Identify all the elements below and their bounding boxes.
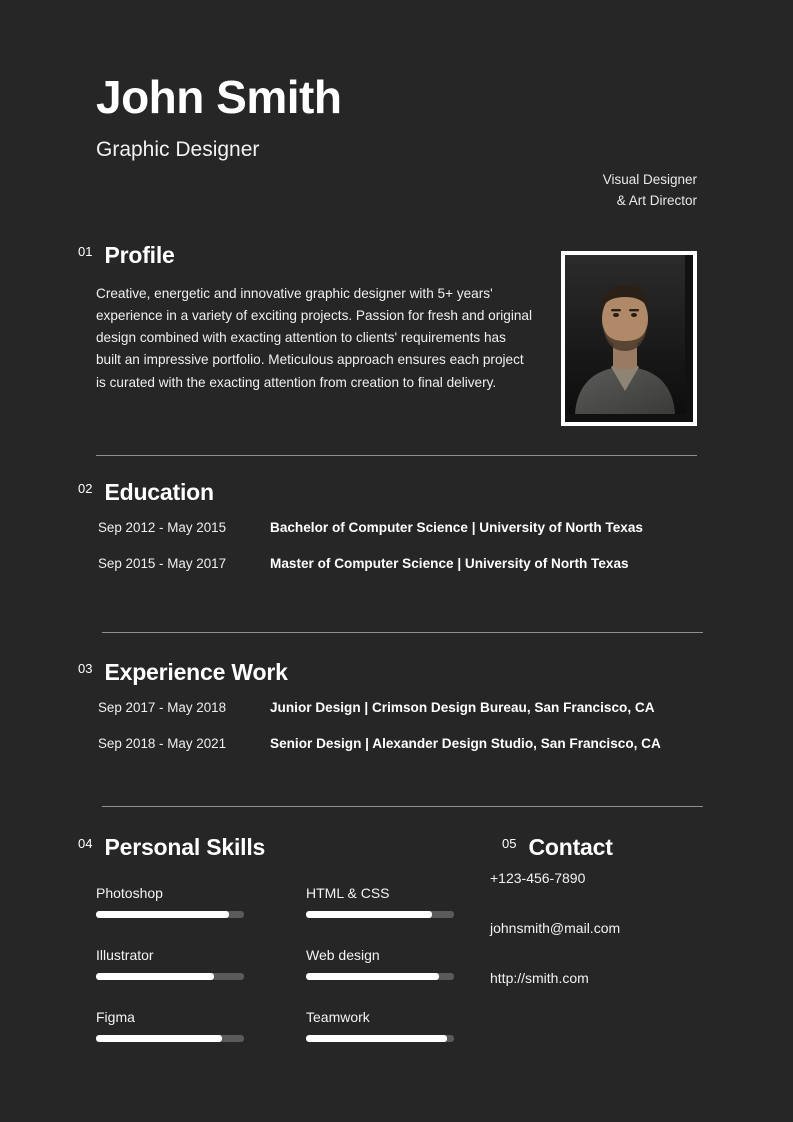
skill-bar bbox=[96, 973, 244, 980]
skill-bar-fill bbox=[96, 973, 214, 980]
experience-section-number: 03 bbox=[78, 661, 93, 676]
experience-detail: Junior Design | Crimson Design Bureau, San Francisco, CA bbox=[270, 700, 655, 715]
education-detail: Master of Computer Science | University of North Texas bbox=[270, 556, 629, 571]
tagline-line-1: Visual Designer bbox=[602, 172, 697, 187]
skill-bar-fill bbox=[96, 911, 229, 918]
skills-column-right bbox=[306, 885, 516, 1071]
divider-after-profile bbox=[96, 455, 697, 456]
education-rows bbox=[96, 520, 697, 571]
skill-bar-fill bbox=[306, 1035, 447, 1042]
avatar bbox=[561, 251, 697, 426]
contact-website[interactable]: http://smith.com bbox=[490, 970, 589, 986]
header bbox=[96, 71, 697, 214]
skills-columns bbox=[96, 870, 697, 1071]
contact-phone[interactable]: +123-456-7890 bbox=[490, 870, 586, 886]
divider-after-education bbox=[102, 632, 703, 633]
skill-item bbox=[306, 885, 516, 918]
experience-rows bbox=[96, 700, 697, 751]
experience-date: Sep 2018 - May 2021 bbox=[98, 736, 227, 751]
experience-section-title: Experience Work bbox=[104, 659, 288, 685]
skills-section-number: 04 bbox=[78, 836, 93, 851]
skill-bar-fill bbox=[306, 973, 439, 980]
skill-label: Teamwork bbox=[306, 1009, 370, 1025]
skill-item bbox=[96, 1009, 306, 1042]
page-title: John Smith bbox=[96, 71, 342, 123]
education-detail: Bachelor of Computer Science | University of North Texas bbox=[270, 520, 643, 535]
job-role: Graphic Designer bbox=[96, 138, 260, 161]
skill-label: Illustrator bbox=[96, 947, 154, 963]
contact-list bbox=[487, 870, 697, 986]
skill-label: Photoshop bbox=[96, 885, 163, 901]
portrait-photo-icon bbox=[565, 255, 685, 414]
divider-after-experience bbox=[102, 806, 703, 807]
skill-bar-fill bbox=[306, 911, 432, 918]
list-item bbox=[96, 520, 697, 535]
skill-bar-fill bbox=[96, 1035, 222, 1042]
section-education bbox=[78, 479, 697, 592]
education-date: Sep 2012 - May 2015 bbox=[98, 520, 227, 535]
skill-bar bbox=[306, 911, 454, 918]
profile-section-title: Profile bbox=[104, 242, 175, 268]
contact-section-number: 05 bbox=[502, 836, 517, 851]
section-profile bbox=[78, 242, 697, 394]
education-section-number: 02 bbox=[78, 481, 93, 496]
contact-email[interactable]: johnsmith@mail.com bbox=[490, 920, 621, 936]
contact-section-title: Contact bbox=[528, 834, 613, 860]
experience-heading bbox=[78, 659, 697, 686]
skill-label: Figma bbox=[96, 1009, 135, 1025]
skill-label: Web design bbox=[306, 947, 380, 963]
skills-section-title: Personal Skills bbox=[104, 834, 266, 860]
header-tagline bbox=[603, 170, 697, 212]
skill-label: HTML & CSS bbox=[306, 885, 390, 901]
skills-heading bbox=[78, 834, 520, 861]
skill-item bbox=[306, 1009, 516, 1042]
profile-section-number: 01 bbox=[78, 244, 93, 259]
resume-content bbox=[78, 0, 697, 1122]
skill-item bbox=[306, 947, 516, 980]
list-item bbox=[96, 556, 697, 571]
skill-bar bbox=[306, 1035, 454, 1042]
skill-item bbox=[96, 885, 306, 918]
skill-bar bbox=[96, 911, 244, 918]
list-item bbox=[96, 736, 697, 751]
list-item bbox=[96, 700, 697, 715]
contact-block bbox=[487, 834, 697, 1020]
profile-body-text: Creative, energetic and innovative graphic designer with 5+ years' experience in a variety of exciting projects. Passion for fresh and original design combined with exacting attention to clients' requirements has built an impressive portfolio. Meticulous approach ensures each project is curated with the exacting attention from creation to final delivery. bbox=[96, 286, 532, 390]
experience-detail: Senior Design | Alexander Design Studio, San Francisco, CA bbox=[270, 736, 661, 751]
section-experience bbox=[78, 659, 697, 772]
section-bottom bbox=[78, 834, 697, 1071]
skill-bar bbox=[96, 1035, 244, 1042]
skill-item bbox=[96, 947, 306, 980]
education-heading bbox=[78, 479, 697, 506]
experience-date: Sep 2017 - May 2018 bbox=[98, 700, 227, 715]
skills-column-left bbox=[96, 885, 306, 1071]
skill-bar bbox=[306, 973, 454, 980]
education-section-title: Education bbox=[104, 479, 214, 505]
tagline-line-2: & Art Director bbox=[616, 192, 697, 208]
education-date: Sep 2015 - May 2017 bbox=[98, 556, 227, 571]
